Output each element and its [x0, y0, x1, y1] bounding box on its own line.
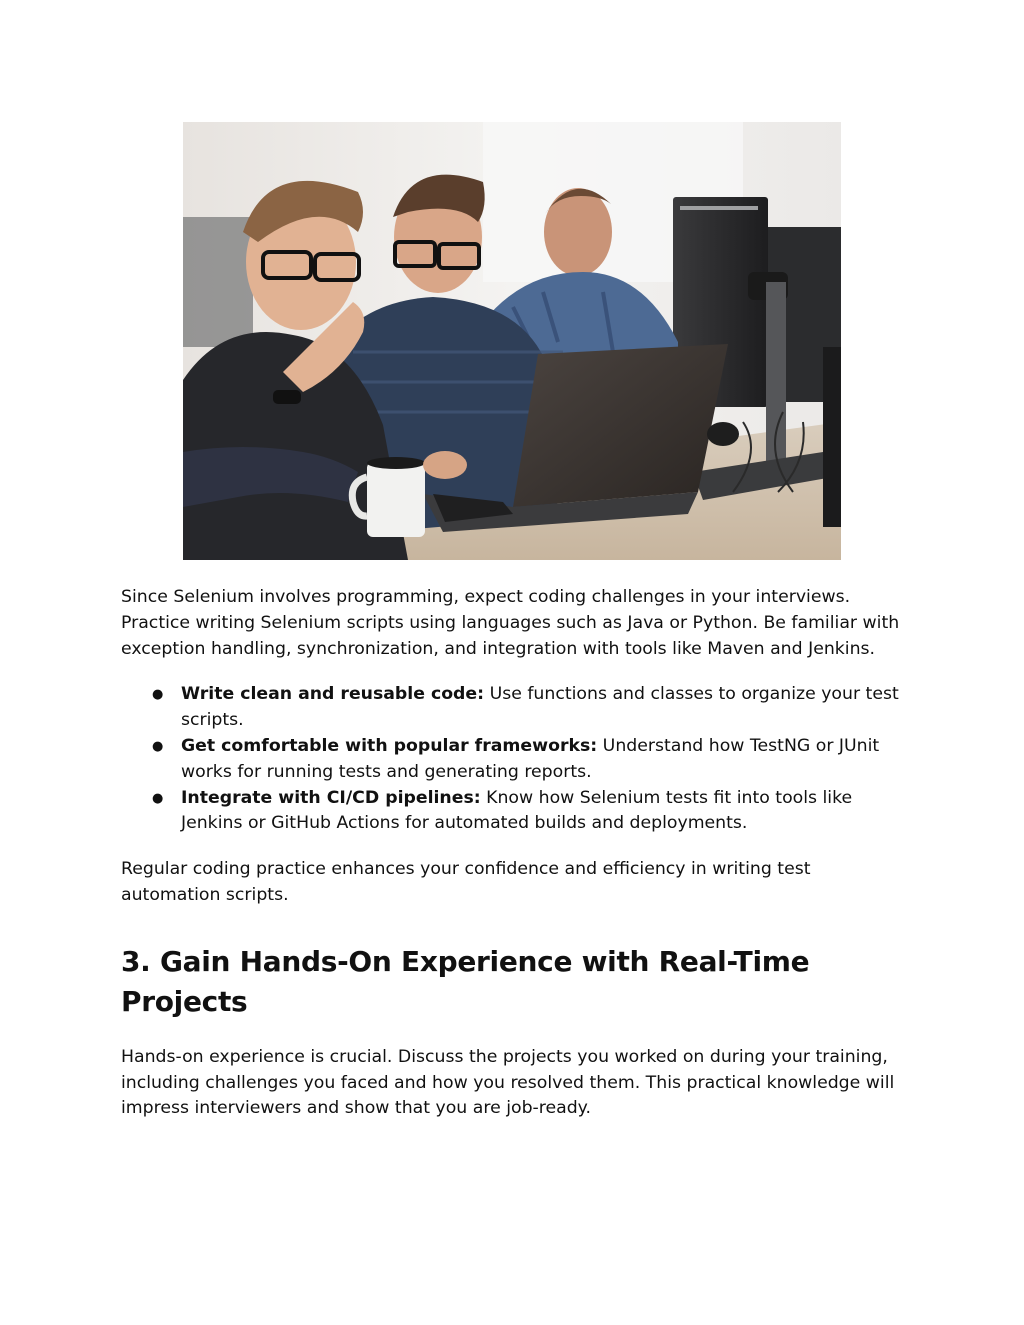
- list-item-text: Use functions and classes to organize your test scripts.: [181, 684, 899, 731]
- list-item: [121, 786, 911, 838]
- hands-on-paragraph: Hands-on experience is crucial. Discuss the projects you worked on during your training, including challenges you faced and how you resolved them. This practical knowledge will impress interviewers and show that you are job-ready.: [121, 1046, 895, 1119]
- tips-list: [121, 682, 911, 837]
- list-item: [121, 682, 911, 734]
- bullet-icon: ●: [152, 738, 164, 754]
- summary-paragraph: Regular coding practice enhances your confidence and efficiency in writing test automation scripts.: [121, 859, 811, 905]
- list-item: [121, 734, 911, 786]
- intro-paragraph: Since Selenium involves programming, expect coding challenges in your interviews. Practice writing Selenium scripts using languages such as Java or Python. Be familiar with exception handling, synchronization, and integration with tools like Maven and Jenkins.: [121, 587, 900, 659]
- bullet-icon: ●: [152, 687, 164, 703]
- bullet-icon: ●: [152, 790, 164, 806]
- list-item-title: Get comfortable with popular frameworks:: [181, 735, 598, 756]
- list-item-text: Understand how TestNG or JUnit works for running tests and generating reports.: [181, 735, 880, 782]
- office-photo: [183, 122, 841, 560]
- list-item-text: Know how Selenium tests fit into tools like Jenkins or GitHub Actions for automated builds and deployments.: [181, 787, 853, 834]
- list-item-title: Integrate with CI/CD pipelines:: [181, 787, 481, 808]
- list-item-title: Write clean and reusable code:: [181, 684, 485, 705]
- section-heading: 3. Gain Hands-On Experience with Real-Time Projects: [121, 944, 810, 1018]
